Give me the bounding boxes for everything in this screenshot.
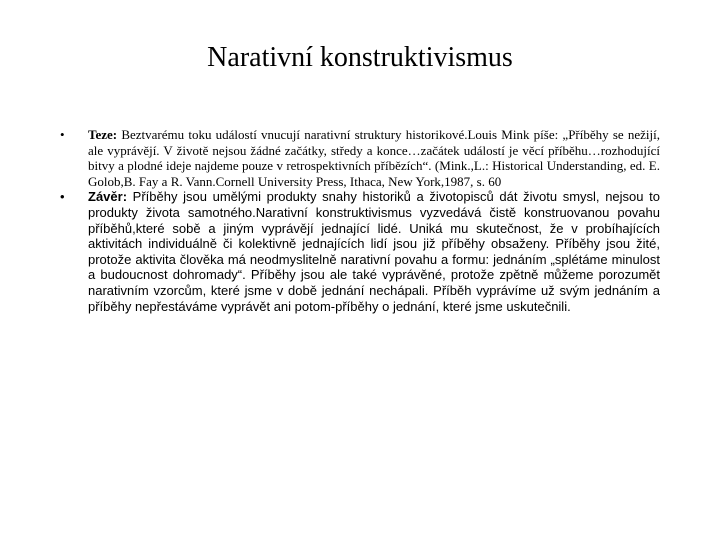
bullet-item-teze bbox=[60, 127, 660, 189]
bullet-item-zaver bbox=[60, 189, 660, 314]
bullet-text-zaver: Příběhy jsou umělými produkty snahy historiků a životopisců dát životu smysl, nejsou to produkty života samotného.Narativní konstruktivismus vyzvedává čistě konstruovanou povahu příběhů,které sobě a jiným vyprávějí jednající lidé. Uniká mu skutečnost, že v probíhajících aktivitách individuálně či kolektivně jednajících lidí jsou již příběhy obsaženy. Příběhy jsou žité, protože aktivita člověka má neodmyslitelně narativní povahu a formu: jednáním „splétáme minulost a budoucnost dohromady“. Příběhy jsou ale také vyprávěné, protože zpětně můžeme porozumět narativním vzorcům, které jsme v době jednání nechápali. Příběh vyprávíme už svým jednáním a příběhy nepřestáváme vyprávět ani potom-příběhy o jednání, které jsme uskutečnili. bbox=[88, 189, 660, 314]
bullet-text-teze: Beztvarému toku událostí vnucují narativní struktury historikové.Louis Mink píše: „Příběhy se nežijí, ale vyprávějí. V životě nejsou žádné začátky, středy a konce…začátek událostí je věcí příběhu…rozhodující bitvy a plodné ideje najdeme pouze v retrospektivních příbězích“. (Mink.,L.: Historical Understanding, ed. E. Golob,B. Fay a R. Vann.Cornell University Press, Ithaca, New York,1987, s. 60 bbox=[88, 127, 660, 189]
bullet-marker: • bbox=[60, 127, 65, 142]
bullet-marker: • bbox=[60, 189, 65, 205]
bullet-lead-zaver: Závěr: bbox=[88, 189, 128, 205]
slide-title: Narativní konstruktivismus bbox=[207, 42, 513, 73]
bullet-lead-teze: Teze: bbox=[88, 127, 118, 142]
bullet-list bbox=[60, 127, 660, 314]
